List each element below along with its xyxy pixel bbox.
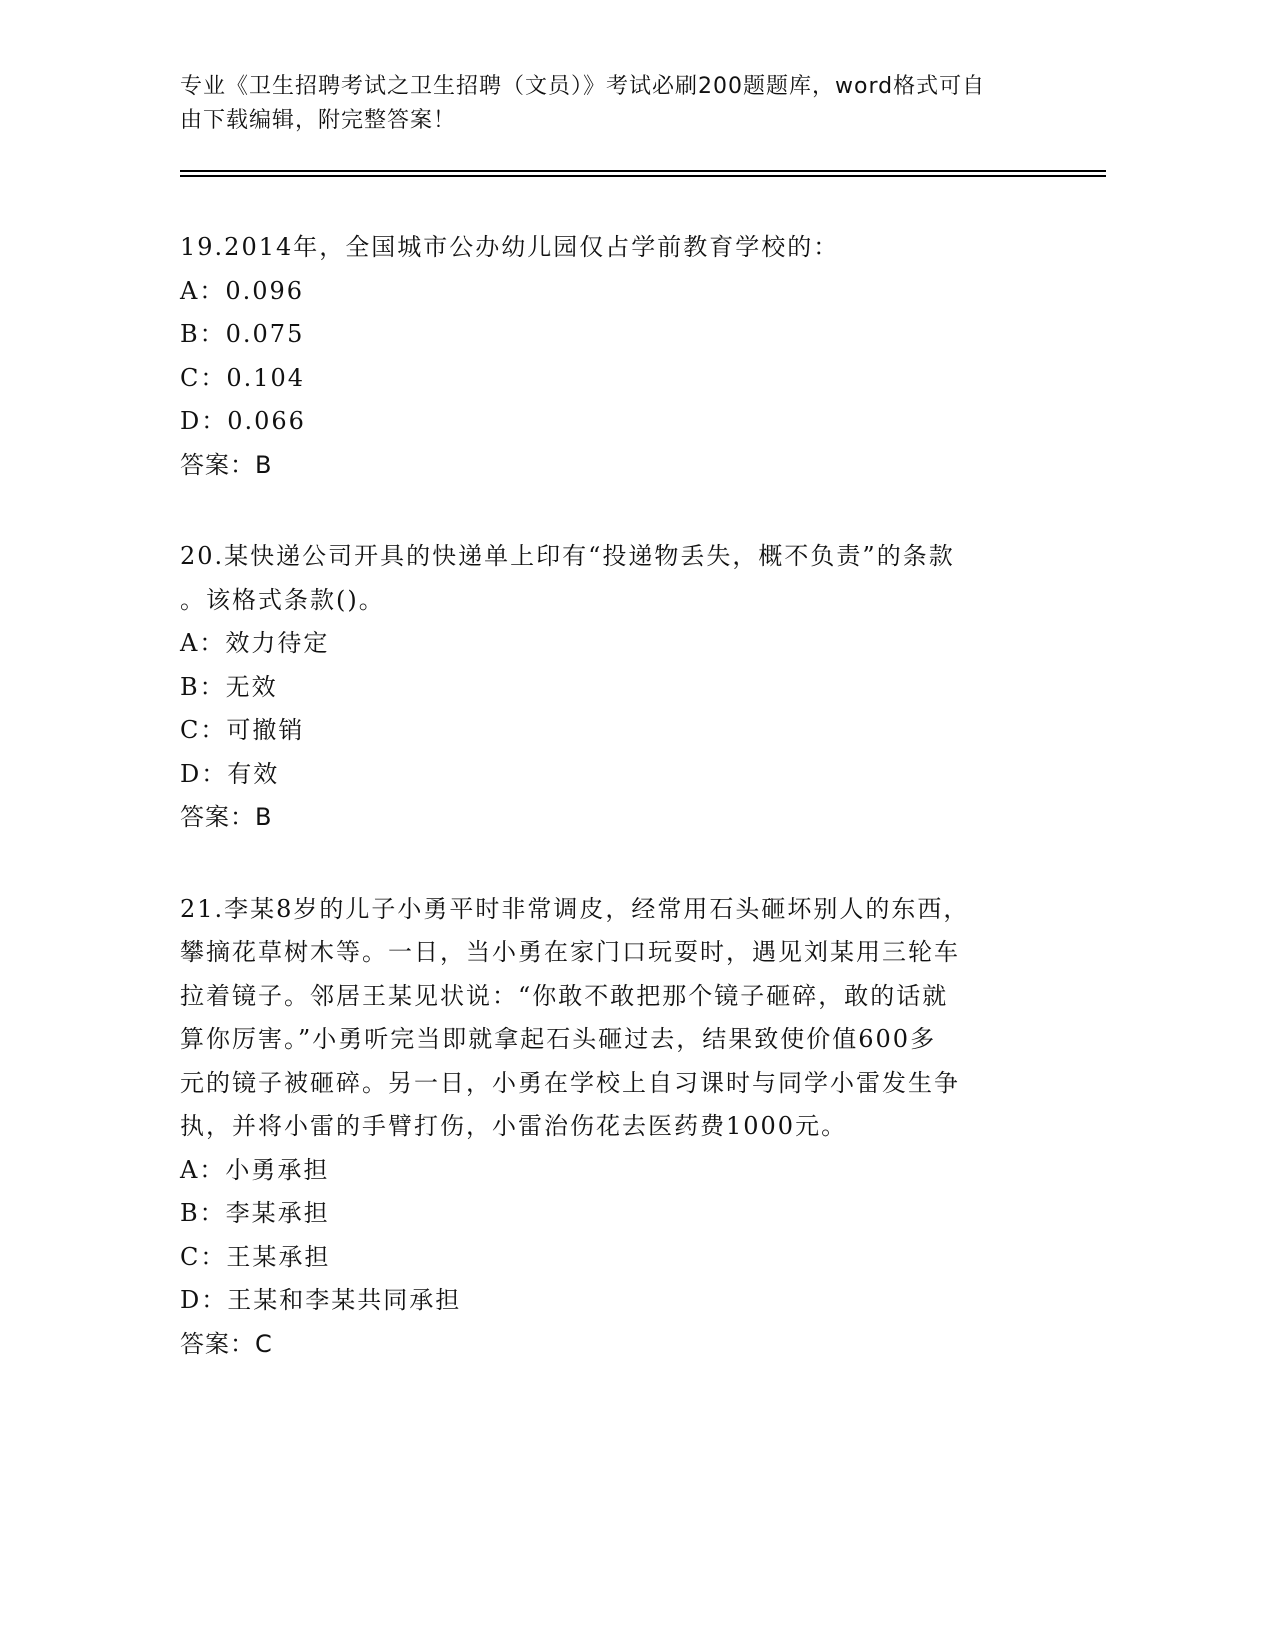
question-text-line-2: 攀摘花草树木等。一日，当小勇在家门口玩耍时，遇见刘某用三轮车 [180,938,960,966]
option-d: D：有效 [180,759,280,788]
option-d: D：0.066 [180,407,306,435]
question-text-line-3: 拉着镜子。邻居王某见状说：“你敢不敢把那个镜子砸碎，敢的话就 [180,981,949,1010]
answer: 答案：B [180,803,273,831]
header-divider-bottom [180,175,1106,177]
option-c: C：王某承担 [180,1242,331,1271]
document-header [180,70,1040,138]
option-b: B：李某承担 [180,1199,330,1227]
option-c: C：可撤销 [180,716,305,744]
question-text-line-1: 20.某快递公司开具的快递单上印有“投递物丢失，概不负责”的条款 [180,542,955,570]
question-text-line-6: 执，并将小雷的手臂打伤，小雷治伤花去医药费1000元。 [180,1112,848,1140]
question-list [180,226,1040,1414]
header-line-1: 专业《卫生招聘考试之卫生招聘（文员）》考试必刷200题题库，word格式可自 [180,74,986,99]
option-b: B：无效 [180,672,278,701]
question-text-line-4: 算你厉害。”小勇听完当即就拿起石头砸过去，结果致使价值600多 [180,1025,937,1053]
header-divider-top [180,170,1106,172]
option-b: B：0.075 [180,320,305,348]
question-text-line-2: 。该格式条款()。 [180,585,385,614]
question-text-line-1: 21.李某8岁的儿子小勇平时非常调皮，经常用石头砸坏别人的东西， [180,894,970,923]
option-a: A：小勇承担 [180,1155,330,1184]
question-19 [180,226,1040,487]
header-line-2: 由下载编辑，附完整答案！ [180,108,457,133]
question-21 [180,888,1040,1367]
answer: 答案：C [180,1329,273,1358]
question-text-line-5: 元的镜子被砸碎。另一日，小勇在学校上自习课时与同学小雷发生争 [180,1068,960,1097]
answer: 答案：B [180,450,273,479]
option-d: D：王某和李某共同承担 [180,1286,462,1314]
option-c: C：0.104 [180,363,306,392]
option-a: A：0.096 [180,276,305,305]
option-a: A：效力待定 [180,629,330,657]
question-20 [180,535,1040,840]
question-text: 19.2014年，全国城市公办幼儿园仅占学前教育学校的： [180,233,840,261]
